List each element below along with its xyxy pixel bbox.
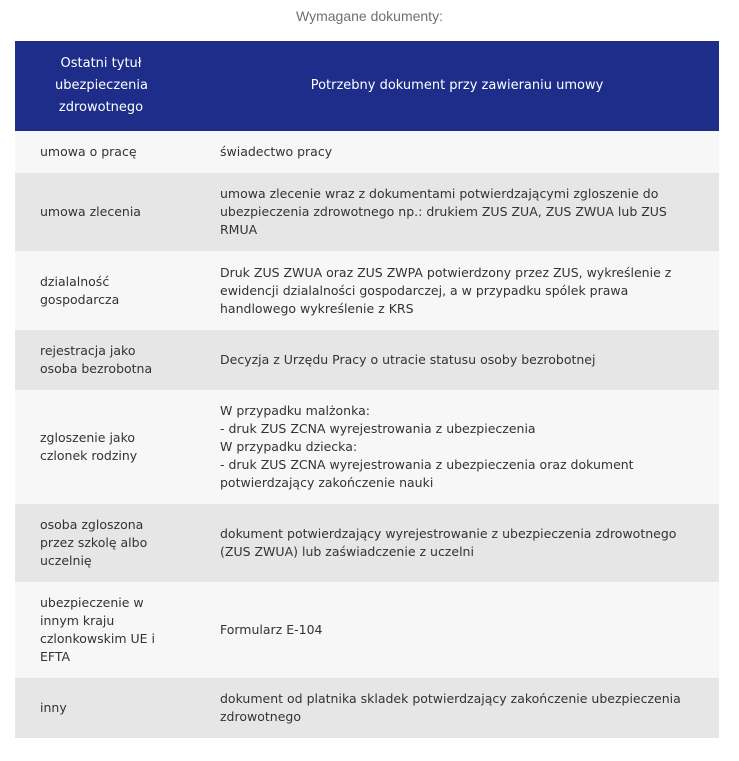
insurance-title-cell: rejestracja jako osoba bezrobotna (15, 330, 195, 390)
document-line: Formularz E-104 (220, 622, 323, 637)
document-line: dokument potwierdzający wyrejestrowanie z ubezpieczenia zdrowotnego (ZUS ZWUA) lub zaświadczenie z uczelni (220, 526, 677, 559)
table-row (15, 582, 719, 678)
table-row (15, 251, 719, 330)
document-cell (195, 131, 719, 173)
header-required-document: Potrzebny dokument przy zawieraniu umowy (195, 41, 719, 131)
document-line: Decyzja z Urzędu Pracy o utracie statusu osoby bezrobotnej (220, 352, 596, 367)
document-cell (195, 251, 719, 330)
document-line: umowa zlecenie wraz z dokumentami potwierdzającymi zgloszenie do ubezpieczenia zdrowotnego np.: drukiem ZUS ZUA, ZUS ZWUA lub ZUS RMUA (220, 186, 667, 237)
insurance-title-cell: dzialalność gospodarcza (15, 251, 195, 330)
document-line: W przypadku malżonka: (220, 403, 370, 418)
table-row (15, 504, 719, 582)
document-line: W przypadku dziecka: (220, 439, 358, 454)
table-row (15, 390, 719, 504)
table-row (15, 678, 719, 738)
table-caption: Wymagane dokumenty: (296, 8, 443, 24)
document-cell (195, 504, 719, 582)
table-row (15, 131, 719, 173)
document-line: Druk ZUS ZWUA oraz ZUS ZWPA potwierdzony przez ZUS, wykreślenie z ewidencji dzialalności gospodarczej, a w przypadku spólek prawa handlowego wykreślenie z KRS (220, 264, 672, 316)
insurance-title-cell: ubezpieczenie w innym kraju czlonkowskim UE i EFTA (15, 582, 195, 678)
header-insurance-title: Ostatni tytuł ubezpieczenia zdrowotnego (15, 41, 195, 131)
insurance-title-cell: inny (15, 678, 195, 738)
insurance-title-cell: umowa zlecenia (15, 173, 195, 251)
document-line: dokument od platnika skladek potwierdzający zakończenie ubezpieczenia zdrowotnego (220, 691, 681, 724)
table-row (15, 330, 719, 390)
insurance-title-cell: osoba zgloszona przez szkolę albo uczelnię (15, 504, 195, 582)
insurance-title-cell: umowa o pracę (15, 131, 195, 173)
required-documents-table (15, 41, 719, 738)
document-cell (195, 390, 719, 504)
table-header-row (15, 41, 719, 131)
insurance-title-cell: zgloszenie jako czlonek rodziny (15, 390, 195, 504)
document-line: świadectwo pracy (220, 144, 333, 159)
document-line: - druk ZUS ZCNA wyrejestrowania z ubezpieczenia oraz dokument potwierdzający zakończenie nauki (220, 457, 634, 490)
document-cell (195, 678, 719, 738)
document-line: - druk ZUS ZCNA wyrejestrowania z ubezpieczenia (220, 421, 536, 436)
document-cell (195, 173, 719, 251)
document-cell (195, 582, 719, 678)
table-row (15, 173, 719, 251)
document-cell (195, 330, 719, 390)
